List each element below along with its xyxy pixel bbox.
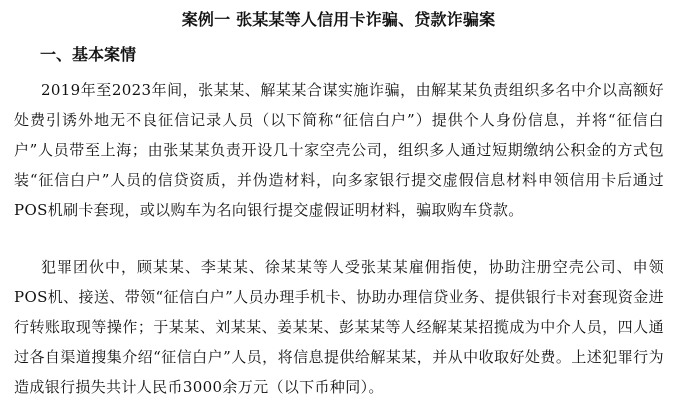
- document-title: 案例一 张某某等人信用卡诈骗、贷款诈骗案: [181, 10, 496, 29]
- paragraph-case-summary: 2019年至2023年间，张某某、解某某合谋实施诈骗，由解某某负责组织多名中介以高额好处费引诱外地无不良征信记录人员（以下简称“征信白户”）提供个人身份信息，并将“征信白户”人员带至上海；由张某某负责开设几十家空壳公司，组织多人通过短期缴纳公积金的方式包装“征信白户”人员的信贷资质，并伪造材料，向多家银行提交虚假信息材料申领信用卡后通过POS机刷卡套现，或以购车为名向银行提交虚假证明材料，骗取购车贷款。: [14, 81, 664, 219]
- paragraph-gang-members: 犯罪团伙中，顾某某、李某某、徐某某等人受张某某雇佣指使，协助注册空壳公司、申领POS机、接送、带领“征信白户”人员办理手机卡、协助办理信贷业务、提供银行卡对套现资金进行转账取现等操作；于某某、刘某某、姜某某、彭某某等人经解某某招揽成为中介人员，四人通过各自渠道搜集介绍“征信白户”人员，将信息提供给解某某，并从中收取好处费。上述犯罪行为造成银行损失共计人民币3000余万元（以下币种同）。: [14, 258, 664, 396]
- section-heading: 一、基本案情: [40, 45, 137, 64]
